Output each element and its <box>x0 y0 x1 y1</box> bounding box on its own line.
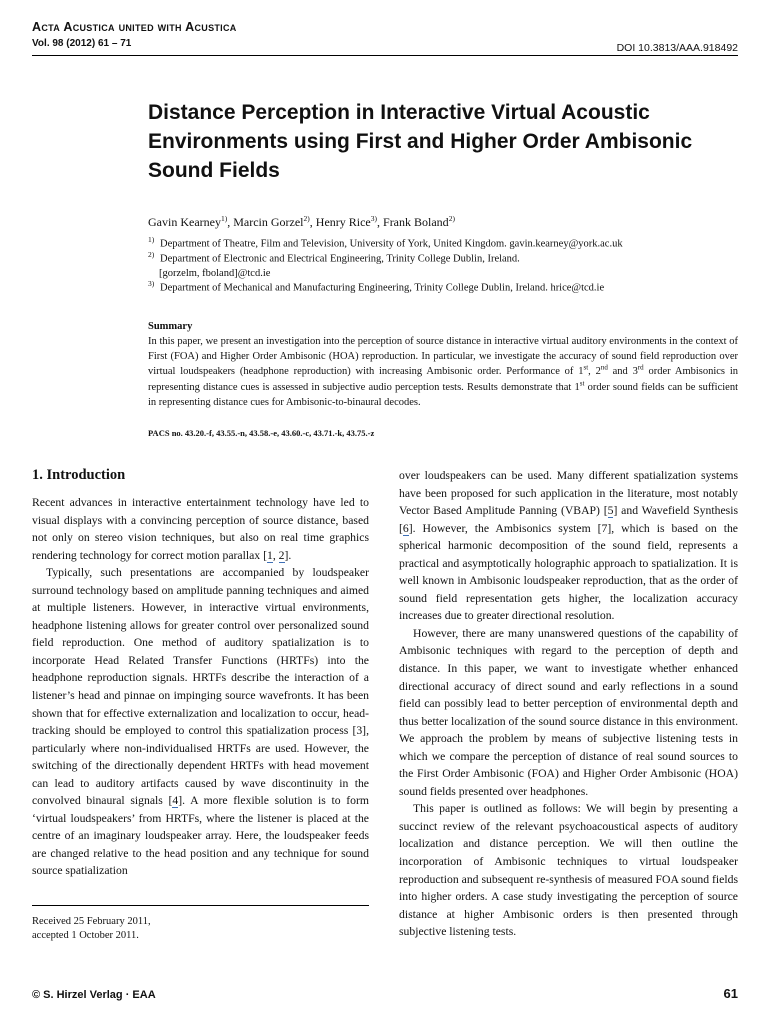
section-heading-introduction: 1. Introduction <box>32 467 126 483</box>
author-affiliation-mark: 2) <box>303 214 310 223</box>
doi[interactable]: DOI 10.3813/AAA.918492 <box>616 42 738 54</box>
affiliation-text: Department of Theatre, Film and Television, University of York, United Kingdom. gavin.kearney@york.ac.uk <box>160 238 623 250</box>
paragraph-text: ]. A more flexible solution is to form ‘virtual loudspeakers’ from HRTFs, where the listener is placed at the centre of an imaginary loudspeaker array. Here, the loudspeaker feeds are changed relative to the head position and any technique for sound source spatialization <box>32 794 369 878</box>
author-separator: , <box>227 215 234 229</box>
summary-text: order sound fields can be sufficient in representing distance cues for Ambisonic-to-binaural decodes. <box>148 381 738 408</box>
summary-text: In this paper, we present an investigation into the perception of source distance in interactive virtual auditory environments in the context of First (FOA) and Higher Order Ambisonic (HOA) reproduction. In particular, we investigate the accuracy of sound field reproduction over virtual loudspeakers (headphone reproduction) with increasing Ambisonic order. Performance of 1 <box>148 336 738 378</box>
affiliation-3 <box>148 277 604 296</box>
affiliation-text: Department of Electronic and Electrical Engineering, Trinity College Dublin, Ireland. <box>160 253 520 265</box>
intro-paragraph-1 <box>32 494 369 564</box>
author-name: Marcin Gorzel <box>233 215 304 229</box>
received-date: Received 25 February 2011, <box>32 916 151 927</box>
author-separator: , <box>377 215 384 229</box>
intro-paragraph-5: This paper is outlined as follows: We will begin by presenting a succinct review of the relevant psychoacoustical aspects of auditory localization and distance perception. We will then outline the incorporation of Ambisonic techniques to virtual loudspeaker reproduction and subsequent re-synthesis of measured FOA sound fields into higher orders. A case study investigating the perception of source distance at higher Ambisonic orders is then presented through subjective listening tests. <box>399 802 738 939</box>
affiliation-text: Department of Mechanical and Manufacturing Engineering, Trinity College Dublin, Ireland. hrice@tcd.ie <box>160 282 605 294</box>
affiliation-email: [gorzelm, fboland]@tcd.ie <box>159 267 271 279</box>
paragraph-text: Typically, such presentations are accompanied by loudspeaker surround technology based on amplitude panning techniques and aimed at multiple listeners. However, in interactive virtual environments, headphone listening allows for greater control over personalized sound field reproduction. One method of auditory spatialization is to incorporate Head Related Transfer Functions (HRTFs) into the headphone reproduction signals. HRTFs describe the interaction of a listener’s head and pinnae on impinging source wavefronts. It has been shown that for effective externalization and localization to occur, head-tracking should be employed to control this spatialization process [3], particularly where non-individualised HRTFs are used. However, the switching of the directionally dependent HRTFs with head movement can lead to auditory artifacts caused by wave discontinuity in the convolved binaural signals [ <box>32 566 369 808</box>
author-name: Frank Boland <box>383 215 449 229</box>
citation-link-2[interactable]: 2 <box>278 548 285 562</box>
summary-text: , 2 <box>588 366 601 378</box>
received-dates <box>32 915 151 943</box>
affiliation-number: 2) <box>148 250 155 259</box>
right-column <box>399 467 738 941</box>
summary-text: order Ambisonics in representing distance cues is assessed in subjective audio perception tests. Results demonstrate that 1 <box>148 366 738 393</box>
citation-link-6[interactable]: 6 <box>402 521 409 535</box>
intro-paragraph-2 <box>32 564 369 880</box>
author-name: Gavin Kearney <box>148 215 221 229</box>
author-affiliation-mark: 3) <box>370 214 378 223</box>
citation-link-4[interactable]: 4 <box>172 794 179 808</box>
paragraph-text: over loudspeakers can be used. Many different spatialization systems have been proposed for such application in the literature, most notably Vector Based Amplitude Panning (VBAP) [ <box>399 469 738 518</box>
ordinal-suffix: st <box>583 363 589 372</box>
ordinal-suffix: nd <box>600 363 608 372</box>
affiliation-2 <box>148 248 520 281</box>
affiliation-number: 1) <box>148 235 155 244</box>
paragraph-text: ]. However, the Ambisonics system [7], which is based on the spherical harmonic decomposition of the sound field, represents a practical and asymptotically holographic approach to spatialization. It is well known in Ambisonic loudspeaker reproduction, that as the order of sound field representation gets higher, the localization accuracy increases due to greater directional resolution. <box>399 521 738 623</box>
summary-heading: Summary <box>148 321 193 332</box>
affiliation-number: 3) <box>148 279 155 288</box>
citation-bracket: [ <box>260 548 267 562</box>
footnote-divider <box>32 905 369 906</box>
ordinal-suffix: rd <box>637 363 644 372</box>
accepted-date: accepted 1 October 2011. <box>32 930 139 941</box>
summary-text: and 3 <box>607 366 638 378</box>
page-number: 61 <box>723 986 738 1001</box>
citation-separator: , <box>272 548 279 562</box>
publisher-footer: © S. Hirzel Verlag · EAA <box>32 989 156 1001</box>
left-column <box>32 494 369 880</box>
paragraph-text: Recent advances in interactive entertainment technology have led to visual displays with a convincing perception of source distance, based not only on stereo vision techniques, but also on real time graphics rendering technology for correct motion parallax <box>32 496 369 562</box>
intro-paragraph-3 <box>399 467 738 625</box>
intro-paragraph-4: However, there are many unanswered questions of the capability of Ambisonic techniques with regard to the perception of depth and distance. In this paper, we want to investigate whether enhanced directional accuracy of direct sound and early reflections in a sound field can possibly lead to better perception of environmental depth and thus better localization of the sound source distance in this environment. We approach the problem by means of subjective listening tests in which we compare the perception of distance of real sound sources to the First Order Ambisonic (FOA) and Higher Order Ambisonic (HOA) sound fields presented over headphones. <box>399 626 738 798</box>
volume-info: Vol. 98 (2012) 61 – 71 <box>32 38 132 49</box>
author-separator: , <box>309 215 316 229</box>
paragraph-text: ] and Wavefield Synthesis [ <box>399 504 738 535</box>
paper-title: Distance Perception in Interactive Virtual Acoustic Environments using First and Higher Order Ambisonic Sound Fields <box>148 101 693 182</box>
summary-body <box>148 334 738 410</box>
citation-link-1[interactable]: 1 <box>266 548 273 562</box>
author-name: Henry Rice <box>315 215 371 229</box>
author-affiliation-mark: 1) <box>220 214 228 223</box>
citation-link-5[interactable]: 5 <box>607 504 614 518</box>
author-affiliation-mark: 2) <box>448 214 455 223</box>
journal-name: Acta Acustica united with Acustica <box>32 20 237 34</box>
citation-bracket: ]. <box>284 548 292 562</box>
pacs-numbers: PACS no. 43.20.-f, 43.55.-n, 43.58.-e, 43.60.-c, 43.71.-k, 43.75.-z <box>148 428 375 438</box>
author-list <box>148 214 455 230</box>
header-divider <box>32 55 738 56</box>
ordinal-suffix: st <box>579 379 585 388</box>
